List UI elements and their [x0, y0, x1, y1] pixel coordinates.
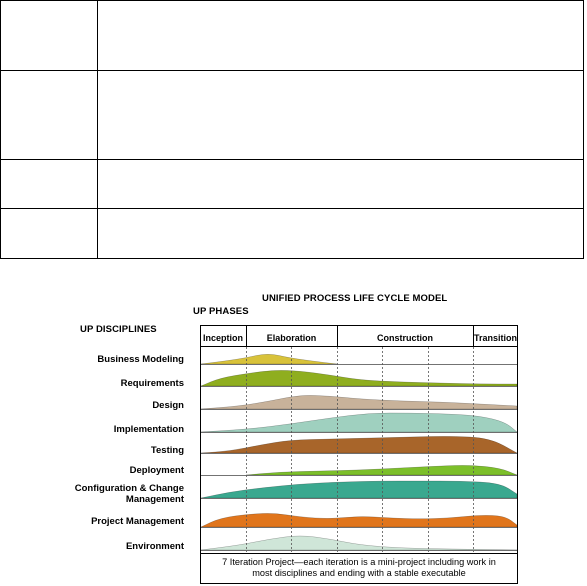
- discipline-label-environment: Environment: [125, 541, 184, 552]
- phase-inception: Inception: [203, 333, 243, 343]
- diagram-title: UNIFIED PROCESS LIFE CYCLE MODEL: [262, 293, 448, 304]
- phases-heading: UP PHASES: [193, 306, 249, 317]
- effort-band-design: [201, 395, 517, 409]
- discipline-label-design: Design: [152, 400, 184, 411]
- discipline-label-business-modeling: Business Modeling: [97, 354, 184, 365]
- discipline-label-requirements: Requirements: [120, 378, 184, 389]
- discipline-label-configuration-change-management: Configuration & Change Management: [74, 483, 184, 505]
- phase-elaboration: Elaboration: [266, 333, 317, 343]
- discipline-label-deployment: Deployment: [129, 465, 184, 476]
- effort-band-configuration-change-management: [201, 481, 517, 498]
- caption-line-2: most disciplines and ending with a stable executable: [252, 568, 466, 578]
- phase-transition: Transition: [473, 333, 517, 343]
- diagram-caption: [200, 557, 518, 579]
- effort-band-project-management: [201, 513, 517, 527]
- phase-construction: Construction: [377, 333, 433, 343]
- effort-band-environment: [201, 536, 517, 550]
- discipline-label-project-management: Project Management: [91, 516, 184, 527]
- effort-band-business-modeling: [201, 354, 337, 364]
- disciplines-heading: UP DISCIPLINES: [80, 324, 157, 335]
- caption-line-1: 7 Iteration Project—each iteration is a mini-project including work in: [222, 557, 496, 567]
- effort-band-deployment: [246, 465, 517, 475]
- effort-band-testing: [201, 436, 517, 453]
- effort-band-implementation: [201, 413, 517, 432]
- effort-band-requirements: [201, 370, 517, 386]
- discipline-label-testing: Testing: [150, 445, 184, 456]
- discipline-label-implementation: Implementation: [113, 424, 184, 435]
